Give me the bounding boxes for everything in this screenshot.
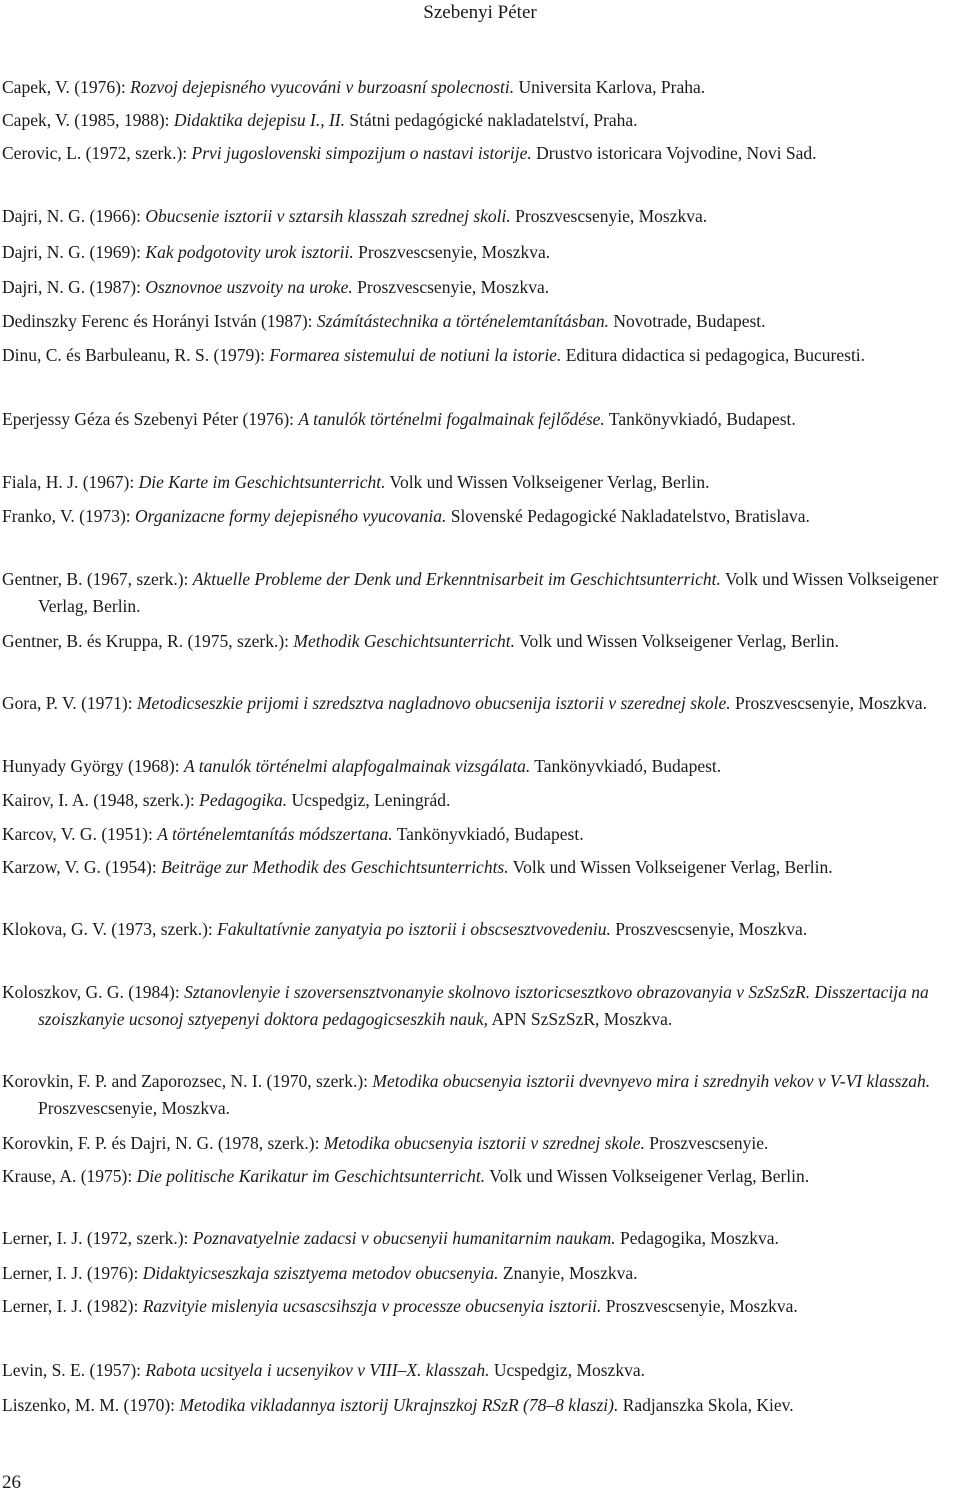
- ref-publisher: Tankönyvkiadó, Budapest.: [392, 824, 584, 844]
- ref-title: Rozvoj dejepisného vyucováni v burzoasní spolecnosti.: [130, 77, 515, 97]
- reference-item: [0, 1130, 958, 1157]
- reference-item: [0, 690, 958, 717]
- reference-item: [0, 74, 958, 101]
- ref-publisher: Volk und Wissen Volkseigener Verlag, Berlin.: [508, 857, 833, 877]
- ref-publisher: Proszvescsenyie, Moszkva.: [353, 242, 551, 262]
- ref-author: Gora, P. V. (1971):: [2, 693, 137, 713]
- ref-publisher: Ucspedgiz, Moszkva.: [489, 1360, 645, 1380]
- ref-publisher: Proszvescsenyie.: [644, 1133, 769, 1153]
- ref-publisher: Proszvescsenyie, Moszkva.: [601, 1296, 798, 1316]
- reference-item: [0, 854, 958, 881]
- reference-item: [0, 342, 958, 369]
- reference-item: [0, 1225, 958, 1252]
- reference-item: [0, 628, 958, 655]
- ref-author: Lerner, I. J. (1976):: [2, 1263, 143, 1283]
- ref-publisher: Volk und Wissen Volkseigener Verlag, Berlin.: [385, 472, 710, 492]
- ref-title: A tanulók történelmi fogalmainak fejlődése.: [298, 409, 605, 429]
- ref-title: Prvi jugoslovenski simpozijum o nastavi istorije.: [191, 143, 532, 163]
- ref-title: Metodicseszkie prijomi i szredsztva nagladnovo obucsenija isztorii v szerednej skole.: [136, 693, 731, 713]
- reference-item: [0, 1068, 958, 1122]
- ref-title: Sztanovlenyie i szoversensztvonanyie skolnovo isztoricsesztkovo obrazovanyia v SzSzSzR. Disszertacija na szoiszkanyie ucsonoj sztyepenyi doktora pedagogicseszkih nauk,: [38, 982, 929, 1029]
- ref-title: Razvityie mislenyia ucsascsihszja v processze obucsenyia isztorii.: [142, 1296, 602, 1316]
- ref-title: Poznavatyelnie zadacsi v obucsenyii humanitarnim naukam.: [192, 1228, 616, 1248]
- ref-publisher: Novotrade, Budapest.: [609, 311, 766, 331]
- reference-item: [0, 787, 958, 814]
- ref-author: Karzow, V. G. (1954):: [2, 857, 162, 877]
- ref-title: Die Karte im Geschichtsunterricht.: [138, 472, 386, 492]
- ref-author: Krause, A. (1975):: [2, 1166, 137, 1186]
- reference-item: [0, 1392, 958, 1419]
- ref-author: Gentner, B. és Kruppa, R. (1975, szerk.):: [2, 631, 294, 651]
- ref-publisher: Tankönyvkiadó, Budapest.: [530, 756, 722, 776]
- ref-publisher: Proszvescsenyie, Moszkva.: [730, 693, 927, 713]
- ref-title: Organizacne formy dejepisného vyucovania.: [135, 506, 447, 526]
- ref-title: Aktuelle Probleme der Denk und Erkenntnisarbeit im Geschichtsunterricht.: [192, 569, 721, 589]
- running-header: Szebenyi Péter: [423, 2, 537, 23]
- reference-item: [0, 107, 958, 134]
- ref-author: Cerovic, L. (1972, szerk.):: [2, 143, 192, 163]
- ref-publisher: Proszvescsenyie, Moszkva.: [38, 1098, 230, 1118]
- ref-publisher: Volk und Wissen Volkseigener Verlag, Berlin.: [38, 569, 939, 616]
- reference-item: [0, 503, 958, 530]
- ref-title: Obucsenie isztorii v sztarsih klasszah szrednej skoli.: [145, 206, 511, 226]
- page-number: 26: [2, 1472, 21, 1493]
- reference-item: [0, 566, 958, 620]
- ref-title: Metodika obucsenyia isztorii v szrednej skole.: [323, 1133, 645, 1153]
- reference-item: [0, 753, 958, 780]
- ref-title: A tanulók történelmi alapfogalmainak vizsgálata.: [183, 756, 531, 776]
- ref-author: Capek, V. (1985, 1988):: [2, 110, 174, 130]
- ref-publisher: Tankönyvkiadó, Budapest.: [604, 409, 796, 429]
- ref-author: Gentner, B. (1967, szerk.):: [2, 569, 193, 589]
- ref-author: Dinu, C. és Barbuleanu, R. S. (1979):: [2, 345, 270, 365]
- reference-item: [0, 916, 958, 943]
- ref-author: Klokova, G. V. (1973, szerk.):: [2, 919, 218, 939]
- ref-publisher: Proszvescsenyie, Moszkva.: [510, 206, 708, 226]
- reference-item: [0, 203, 958, 230]
- ref-author: Capek, V. (1976):: [2, 77, 131, 97]
- ref-publisher: Editura didactica si pedagogica, Bucuresti.: [561, 345, 866, 365]
- ref-author: Dajri, N. G. (1987):: [2, 277, 146, 297]
- ref-title: Osznovnoe uszvoity na uroke.: [145, 277, 353, 297]
- ref-author: Lerner, I. J. (1982):: [2, 1296, 143, 1316]
- ref-publisher: Slovenské Pedagogické Nakladatelstvo, Bratislava.: [446, 506, 810, 526]
- ref-author: Karcov, V. G. (1951):: [2, 824, 158, 844]
- ref-author: Dajri, N. G. (1969):: [2, 242, 146, 262]
- ref-author: Hunyady György (1968):: [2, 756, 184, 776]
- ref-title: Methodik Geschichtsunterricht.: [293, 631, 516, 651]
- reference-item: [0, 239, 958, 266]
- reference-item: [0, 469, 958, 496]
- ref-title: Rabota ucsityela i ucsenyikov v VIII–X. klasszah.: [145, 1360, 490, 1380]
- reference-item: [0, 274, 958, 301]
- reference-item: [0, 406, 958, 433]
- ref-title: Die politische Karikatur im Geschichtsunterricht.: [136, 1166, 486, 1186]
- reference-item: [0, 308, 958, 335]
- ref-title: Számítástechnika a történelemtanításban.: [316, 311, 610, 331]
- reference-item: [0, 1293, 958, 1320]
- ref-author: Lerner, I. J. (1972, szerk.):: [2, 1228, 193, 1248]
- ref-author: Levin, S. E. (1957):: [2, 1360, 146, 1380]
- reference-item: [0, 1260, 958, 1287]
- ref-publisher: Proszvescsenyie, Moszkva.: [352, 277, 550, 297]
- ref-publisher: Radjanszka Skola, Kiev.: [618, 1395, 794, 1415]
- ref-publisher: Universita Karlova, Praha.: [514, 77, 706, 97]
- ref-title: Kak podgotovity urok isztorii.: [145, 242, 354, 262]
- ref-title: A történelemtanítás módszertana.: [157, 824, 393, 844]
- ref-author: Fiala, H. J. (1967):: [2, 472, 139, 492]
- ref-author: Dedinszky Ferenc és Horányi István (1987):: [2, 311, 317, 331]
- ref-author: Eperjessy Géza és Szebenyi Péter (1976):: [2, 409, 299, 429]
- ref-author: Korovkin, F. P. és Dajri, N. G. (1978, szerk.):: [2, 1133, 324, 1153]
- ref-publisher: Volk und Wissen Volkseigener Verlag, Berlin.: [515, 631, 840, 651]
- ref-author: Franko, V. (1973):: [2, 506, 136, 526]
- reference-item: [0, 1357, 958, 1384]
- ref-author: Koloszkov, G. G. (1984):: [2, 982, 185, 1002]
- ref-publisher: Státni pedagógické nakladatelství, Praha.: [344, 110, 638, 130]
- ref-author: Kairov, I. A. (1948, szerk.):: [2, 790, 200, 810]
- ref-publisher: Znanyie, Moszkva.: [498, 1263, 638, 1283]
- ref-publisher: Ucspedgiz, Leningrád.: [287, 790, 451, 810]
- ref-title: Pedagogika.: [199, 790, 288, 810]
- ref-author: Liszenko, M. M. (1970):: [2, 1395, 180, 1415]
- ref-publisher: APN SzSzSzR, Moszkva.: [488, 1009, 673, 1029]
- reference-item: [0, 1163, 958, 1190]
- ref-title: Didaktyicseszkaja szisztyema metodov obucsenyia.: [142, 1263, 499, 1283]
- ref-title: Didaktika dejepisu I., II.: [173, 110, 345, 130]
- reference-item: [0, 821, 958, 848]
- ref-author: Dajri, N. G. (1966):: [2, 206, 146, 226]
- ref-title: Beiträge zur Methodik des Geschichtsunterrichts.: [161, 857, 509, 877]
- ref-title: Metodika obucsenyia isztorii dvevnyevo mira i szrednyih vekov v V-VI klasszah.: [372, 1071, 931, 1091]
- ref-publisher: Drustvo istoricara Vojvodine, Novi Sad.: [531, 143, 817, 163]
- ref-publisher: Volk und Wissen Volkseigener Verlag, Berlin.: [485, 1166, 810, 1186]
- ref-title: Formarea sistemului de notiuni la istorie.: [269, 345, 562, 365]
- ref-publisher: Proszvescsenyie, Moszkva.: [610, 919, 808, 939]
- reference-item: [0, 140, 958, 167]
- ref-title: Fakultatívnie zanyatyia po isztorii i obscsesztvovedeniu.: [217, 919, 611, 939]
- ref-publisher: Pedagogika, Moszkva.: [615, 1228, 779, 1248]
- ref-title: Metodika vikladannya isztorij Ukrajnszkoj RSzR (78–8 klaszi).: [179, 1395, 619, 1415]
- reference-item: [0, 979, 958, 1033]
- ref-author: Korovkin, F. P. and Zaporozsec, N. I. (1970, szerk.):: [2, 1071, 373, 1091]
